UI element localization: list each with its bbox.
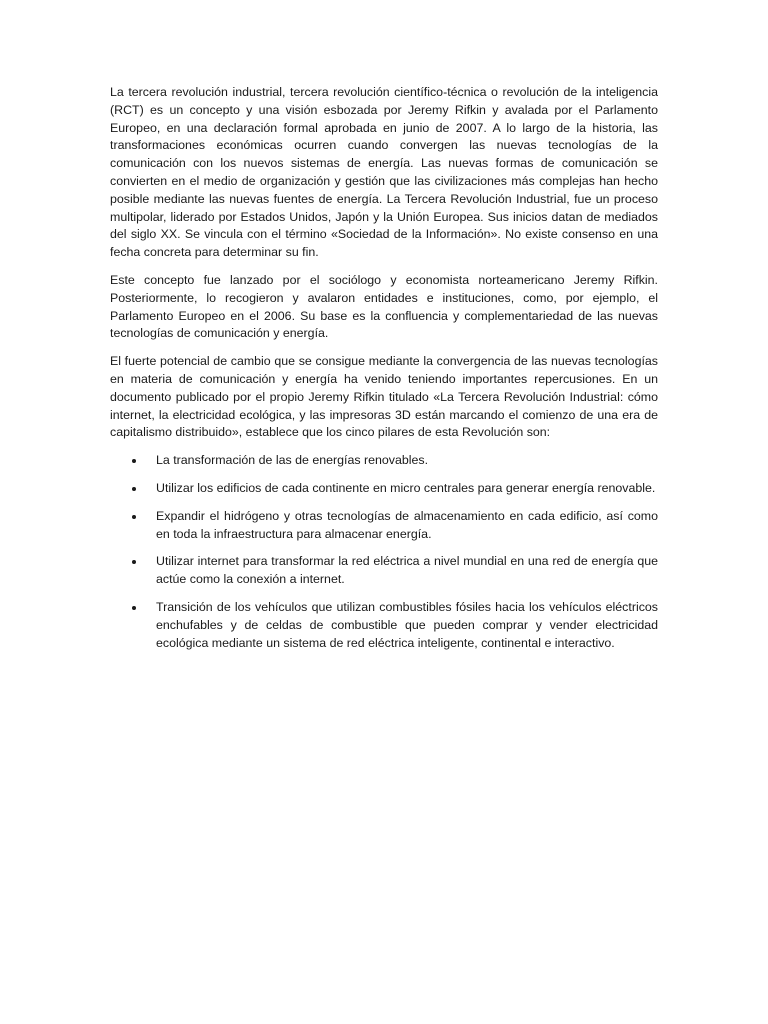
- paragraph-potential: El fuerte potencial de cambio que se consigue mediante la convergencia de las nuevas tecnologías en materia de comunicación y energía ha venido teniendo importantes repercusiones. En un documento publicado por el propio Jeremy Rifkin titulado «La Tercera Revolución Industrial: cómo internet, la electricidad ecológica, y las impresoras 3D están marcando el comienzo de una era de capitalismo distribuido», establece que los cinco pilares de esta Revolución son:: [110, 354, 658, 440]
- list-item: [110, 508, 658, 544]
- list-item-text: Transición de los vehículos que utilizan combustibles fósiles hacia los vehículos eléctricos enchufables y de celdas de combustible que pueden comprar y vender electricidad ecológica mediante un sistema de red eléctrica inteligente, continental e interactivo.: [156, 599, 658, 650]
- bullet-icon: [132, 606, 136, 610]
- bullet-icon: [132, 560, 136, 564]
- list-item: [110, 452, 658, 470]
- document-body: [110, 84, 658, 662]
- list-item: [110, 553, 658, 589]
- list-item-text: Expandir el hidrógeno y otras tecnologías de almacenamiento en cada edificio, así como en toda la infraestructura para almacenar energía.: [156, 508, 658, 541]
- list-item-text: La transformación de las de energías renovables.: [156, 453, 429, 468]
- bullet-icon: [132, 459, 136, 463]
- list-item-text: Utilizar internet para transformar la red eléctrica a nivel mundial en una red de energía que actúe como la conexión a internet.: [156, 554, 658, 587]
- list-item: [110, 480, 658, 498]
- paragraph-intro: La tercera revolución industrial, tercera revolución científico-técnica o revolución de la inteligencia (RCT) es un concepto y una visión esbozada por Jeremy Rifkin y avalada por el Parlamento Europeo, en una declaración formal aprobada en junio de 2007. A lo largo de la historia, las transformaciones económicas ocurren cuando convergen las nuevas tecnologías de la comunicación con los nuevos sistemas de energía. Las nuevas formas de comunicación se convierten en el medio de organización y gestión que las civilizaciones más complejas han hecho posible mediante las nuevas fuentes de energía. La Tercera Revolución Industrial, fue un proceso multipolar, liderado por Estados Unidos, Japón y la Unión Europea. Sus inicios datan de mediados del siglo XX. Se vincula con el término «Sociedad de la Información». No existe consenso en una fecha concreta para determinar su fin.: [110, 85, 658, 260]
- pillars-list: [110, 452, 658, 652]
- paragraph-concept: Este concepto fue lanzado por el sociólogo y economista norteamericano Jeremy Rifkin. Posteriormente, lo recogieron y avalaron entidades e instituciones, como, por ejemplo, el Parlamento Europeo en el 2006. Su base es la confluencia y complementariedad de las nuevas tecnologías de comunicación y energía.: [110, 272, 658, 341]
- list-item-text: Utilizar los edificios de cada continente en micro centrales para generar energía renovable.: [156, 480, 656, 495]
- bullet-icon: [132, 515, 136, 519]
- bullet-icon: [132, 487, 136, 491]
- list-item: [110, 599, 658, 652]
